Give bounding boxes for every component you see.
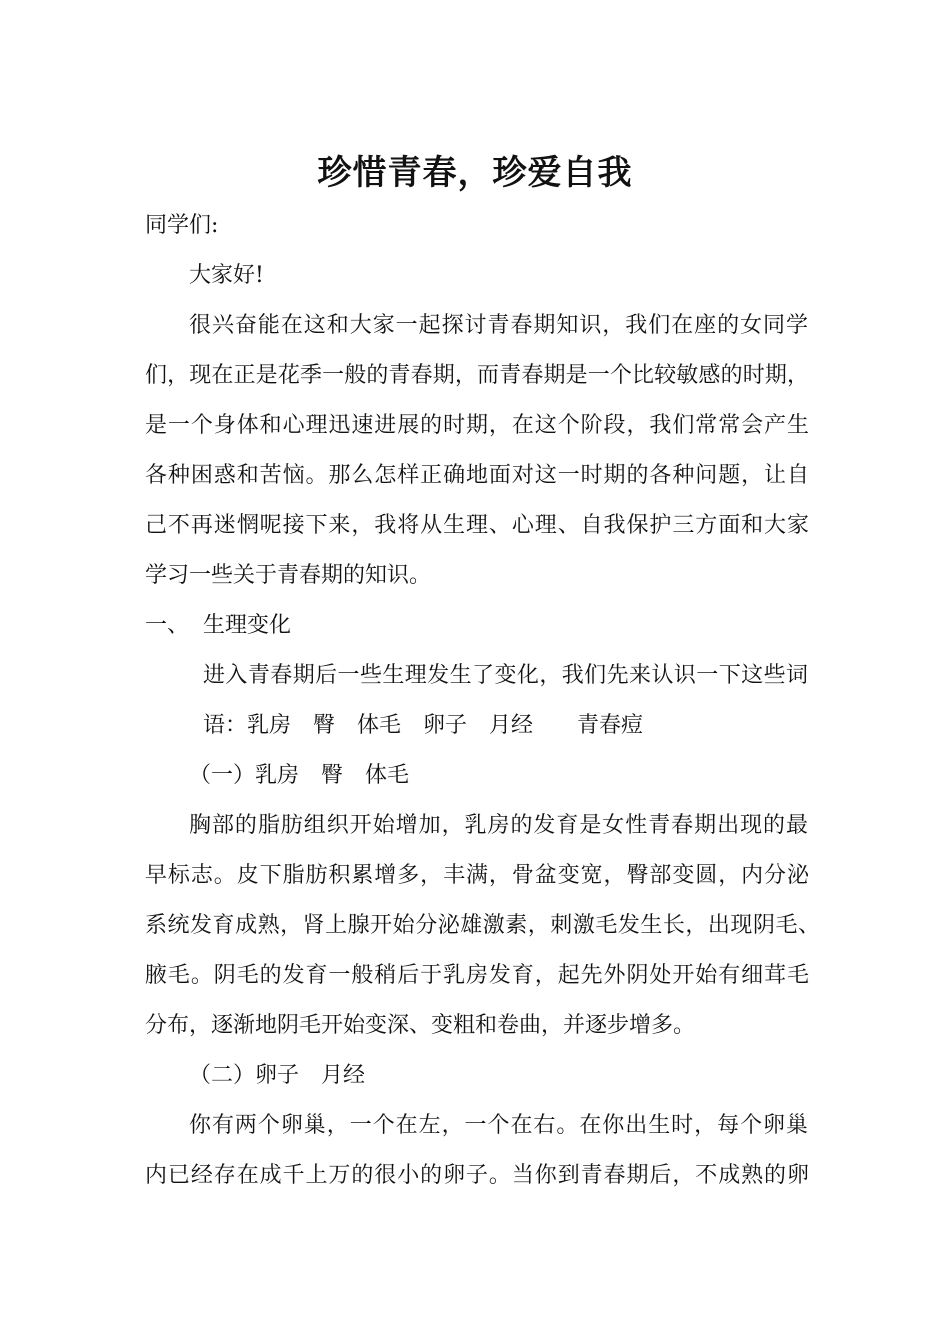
greeting: 大家好!	[189, 263, 264, 288]
subsection-heading: （二）卵子 月经	[189, 1063, 366, 1088]
section-heading: 生理变化	[203, 613, 292, 638]
paragraph-line: 系统发育成熟，肾上腺开始分泌雄激素，刺激毛发生长，出现阴毛、	[145, 913, 820, 938]
section-number: 一、	[145, 613, 190, 638]
paragraph-line: 内已经存在成千上万的很小的卵子。当你到青春期后，不成熟的卵	[145, 1163, 809, 1188]
paragraph-line: 分布，逐渐地阴毛开始变深、变粗和卷曲，并逐步增多。	[145, 1013, 696, 1038]
term-list: 语：乳房 臀 体毛 卵子 月经 青春痘	[203, 713, 644, 738]
paragraph-line: 早标志。皮下脂肪积累增多，丰满，骨盆变宽，臀部变圆，内分泌	[145, 863, 809, 888]
document-title: 珍惜青春，珍爱自我	[317, 153, 633, 193]
paragraph-line: 各种困惑和苦恼。那么怎样正确地面对这一时期的各种问题，让自	[145, 463, 809, 488]
subsection-heading: （一）乳房 臀 体毛	[189, 763, 410, 788]
paragraph-line: 是一个身体和心理迅速进展的时期，在这个阶段，我们常常会产生	[145, 413, 809, 438]
paragraph-line: 腋毛。阴毛的发育一般稍后于乳房发育，起先外阴处开始有细茸毛	[145, 963, 809, 988]
paragraph-line: 学习一些关于青春期的知识。	[145, 563, 432, 588]
paragraph-line: 胸部的脂肪组织开始增加，乳房的发育是女性青春期出现的最	[189, 813, 808, 838]
paragraph-line: 们，现在正是花季一般的青春期，而青春期是一个比较敏感的时期，	[145, 363, 809, 388]
paragraph-line: 你有两个卵巢，一个在左，一个在右。在你出生时，每个卵巢	[189, 1113, 808, 1138]
salutation: 同学们:	[145, 213, 219, 238]
paragraph-line: 进入青春期后一些生理发生了变化，我们先来认识一下这些词	[203, 663, 808, 688]
paragraph-line: 很兴奋能在这和大家一起探讨青春期知识，我们在座的女同学	[189, 313, 808, 338]
paragraph-line: 己不再迷惘呢接下来，我将从生理、心理、自我保护三方面和大家	[145, 513, 809, 538]
